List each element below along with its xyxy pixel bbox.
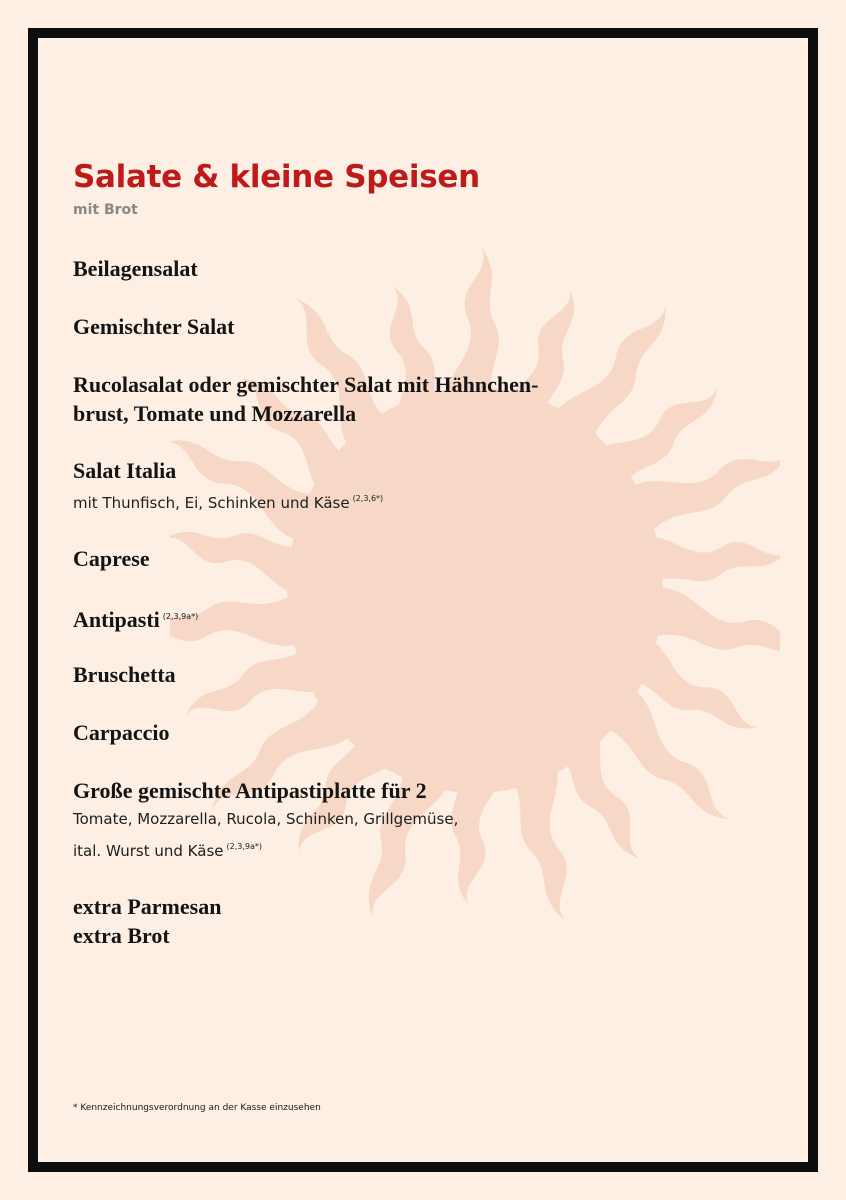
- item-name: Carpaccio: [73, 720, 170, 745]
- item-name: Caprese: [73, 546, 150, 571]
- section-subtitle: mit Brot: [73, 202, 138, 218]
- menu-item: [73, 602, 198, 634]
- menu-item: [73, 370, 538, 428]
- allergen-codes: (2,3,6*): [352, 494, 384, 503]
- item-description: [73, 485, 383, 517]
- item-name-row: [73, 602, 198, 634]
- item-name: Gemischter Salat: [73, 314, 235, 339]
- item-name: Beilagensalat: [73, 256, 198, 281]
- item-name: Antipasti: [73, 607, 160, 632]
- menu-item: [73, 892, 221, 950]
- menu-item: [73, 456, 383, 517]
- item-description-text: mit Thunfisch, Ei, Schinken und Käse: [73, 494, 350, 512]
- allergen-codes: (2,3,9a*): [226, 842, 262, 851]
- item-description-line: Tomate, Mozzarella, Rucola, Schinken, Grillgemüse,: [73, 810, 459, 828]
- menu-item: [73, 254, 198, 283]
- menu-section: [73, 158, 713, 948]
- item-name: Große gemischte Antipastiplatte für 2: [73, 778, 427, 803]
- item-name-line: extra Parmesan: [73, 894, 222, 919]
- allergen-codes: (2,3,9a*): [162, 612, 199, 621]
- item-description: [73, 833, 458, 865]
- item-name-line: extra Brot: [73, 923, 170, 948]
- item-name: Bruschetta: [73, 662, 176, 687]
- item-name-line: brust, Tomate und Mozzarella: [73, 401, 357, 426]
- menu-item: [73, 660, 176, 689]
- item-name-line: Rucolasalat oder gemischter Salat mit Hähnchen-: [73, 372, 539, 397]
- item-description-text: ital. Wurst und Käse: [73, 842, 224, 860]
- menu-item: [73, 718, 170, 747]
- menu-item: [73, 776, 458, 865]
- menu-item: [73, 544, 150, 573]
- item-name: Salat Italia: [73, 458, 177, 483]
- menu-item: [73, 312, 235, 341]
- section-title: Salate & kleine Speisen: [73, 159, 480, 195]
- footnote: * Kennzeichnungsverordnung an der Kasse einzusehen: [73, 1103, 321, 1113]
